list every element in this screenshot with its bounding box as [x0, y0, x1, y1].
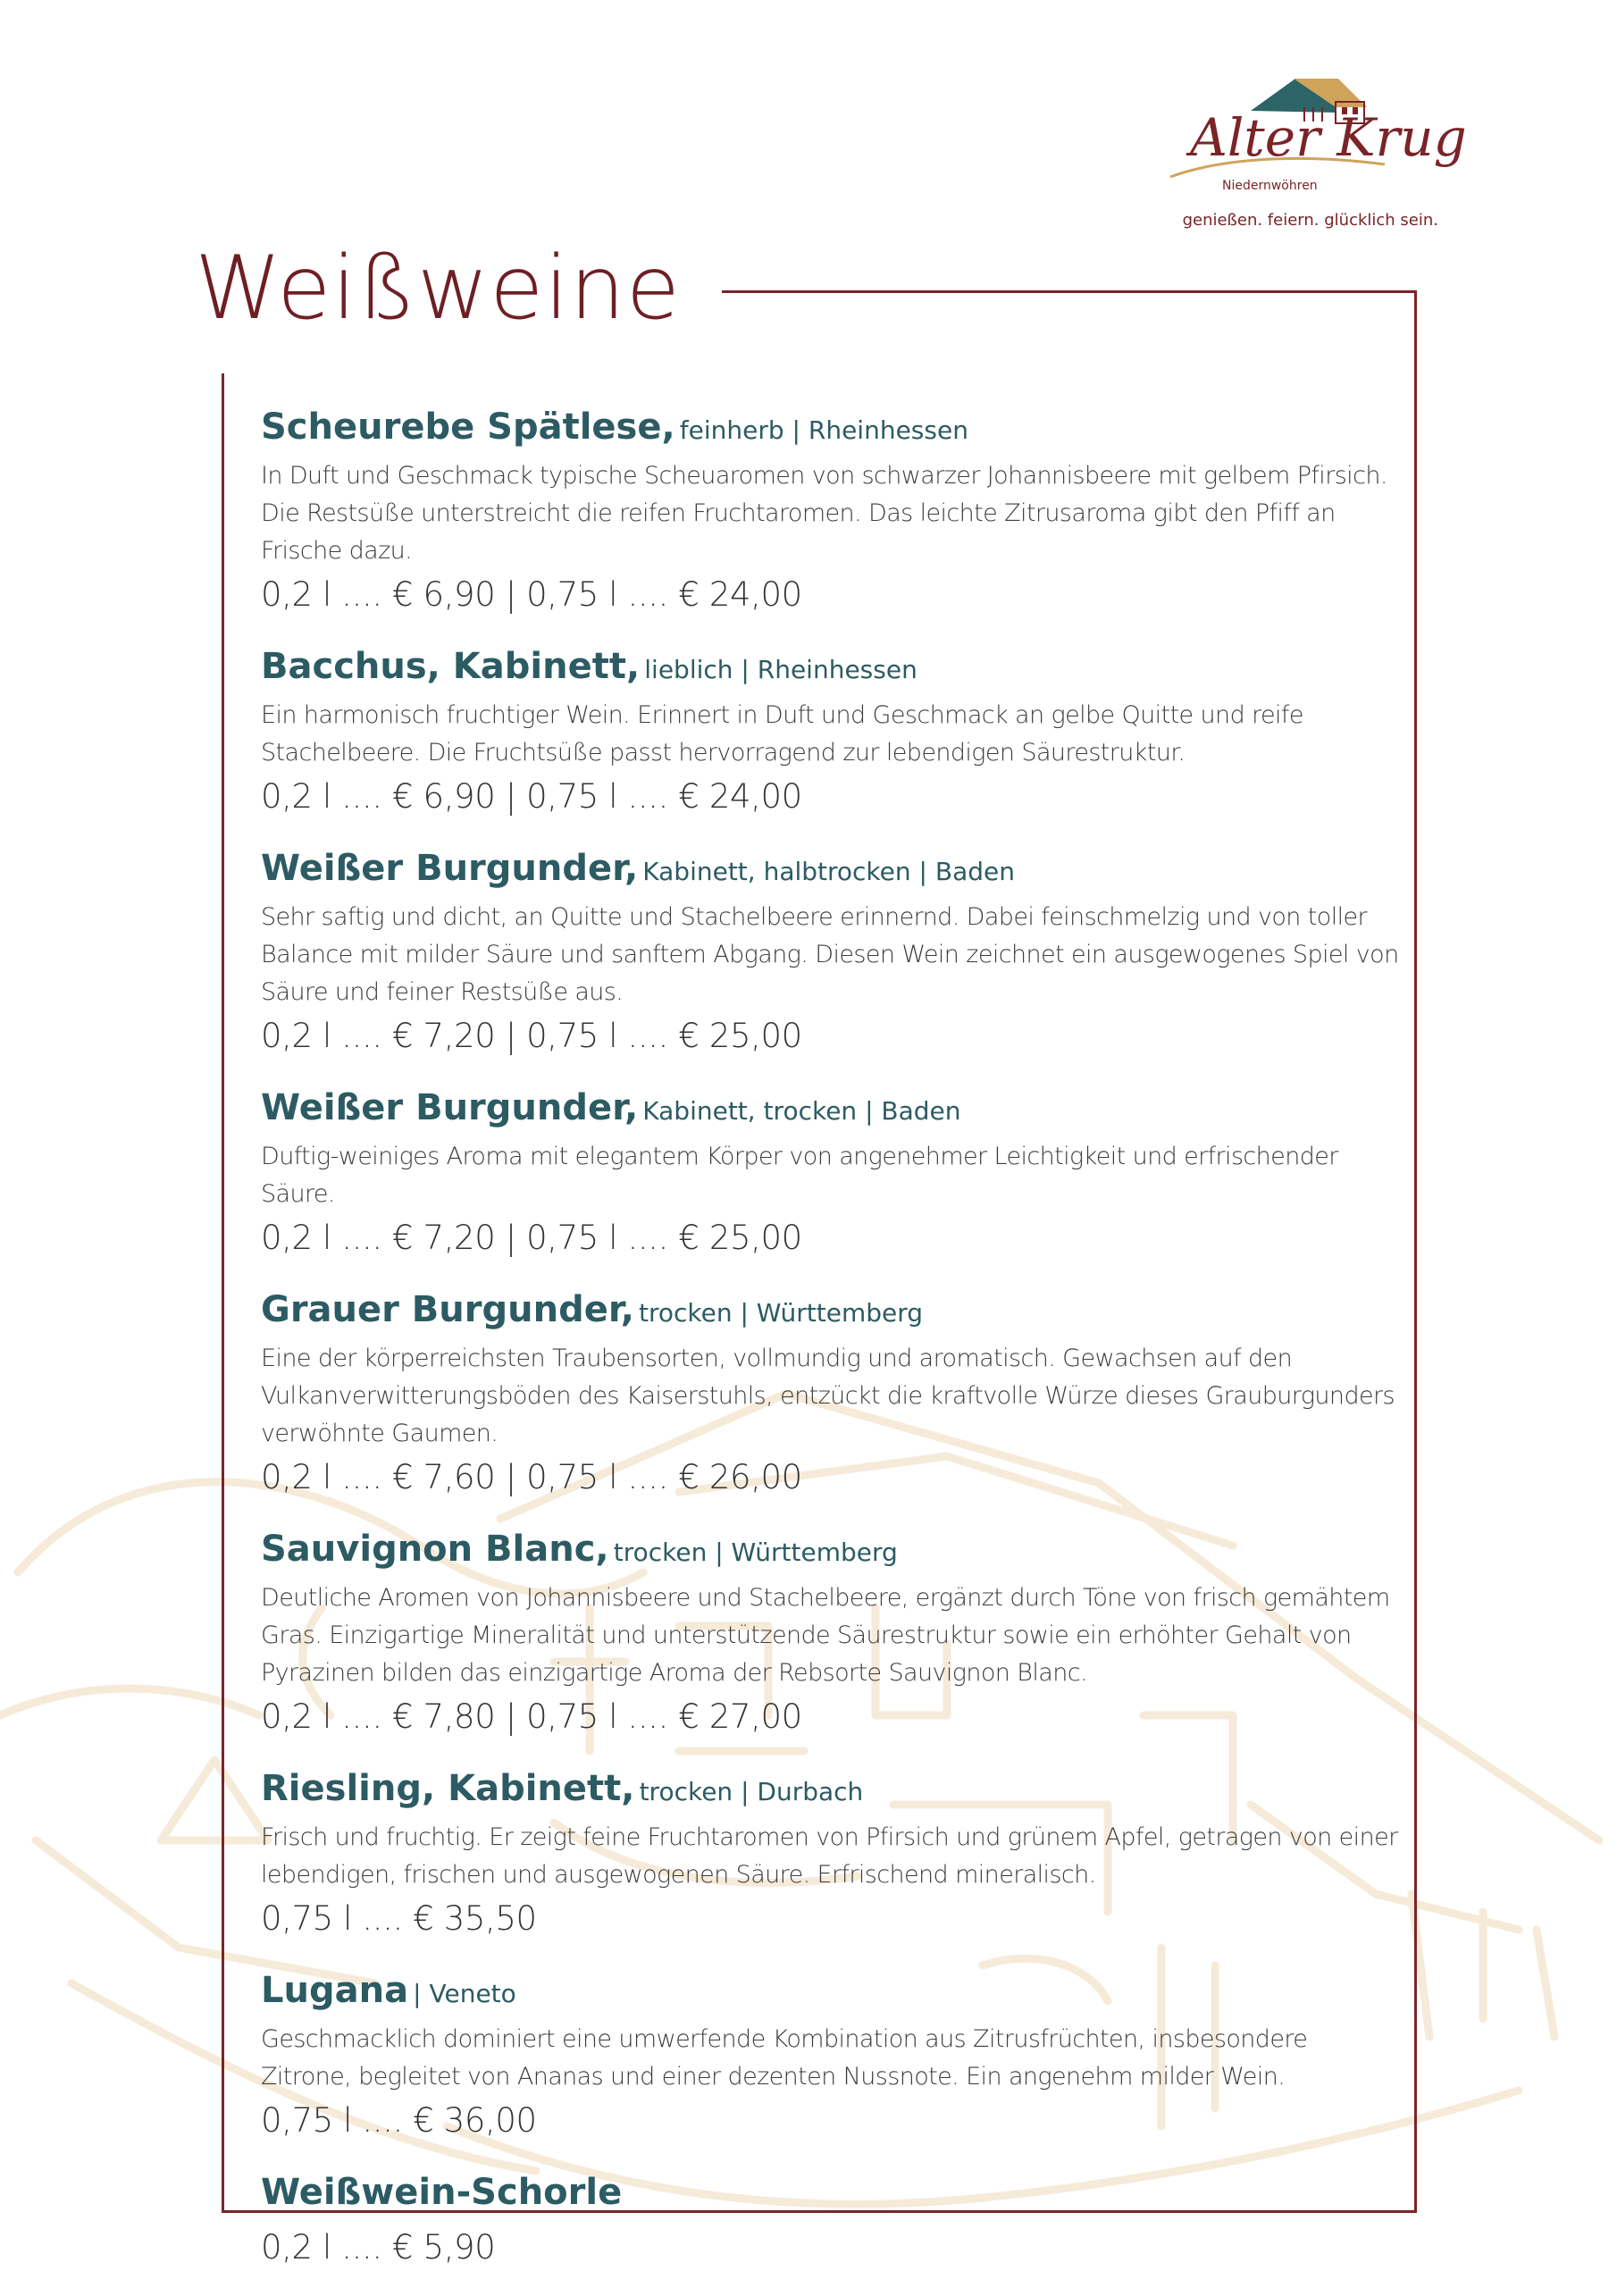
wine-meta: Kabinett, halbtrocken | Baden — [642, 857, 1015, 886]
wine-name: Sauvignon Blanc, — [261, 1529, 609, 1570]
wine-price: 0,2 l .... € 7,20 | 0,75 l .... € 25,00 — [261, 1219, 802, 1257]
wine-price: 0,75 l .... € 36,00 — [261, 2101, 537, 2140]
wine-description: In Duft und Geschmack typische Scheuaromen von schwarzer Johannisbeere mit gelbem Pfirsich. Die Restsüße unterstreicht die reifen Fruchtaromen. Das leichte Zitrusaroma gibt den Pfiff an Frische dazu. — [261, 462, 1387, 565]
alter-krug-logo — [1152, 71, 1467, 241]
wine-price: 0,2 l .... € 5,90 — [261, 2228, 496, 2267]
wine-heading — [261, 1967, 1404, 2021]
logo-mark — [1152, 71, 1467, 205]
frame-right-line — [1414, 290, 1417, 2213]
wine-item — [261, 1765, 1404, 1944]
wine-meta: trocken | Württemberg — [638, 1298, 924, 1328]
wine-heading — [261, 1526, 1404, 1580]
wine-heading — [261, 1286, 1404, 1340]
wine-name: Weißwein-Schorle — [261, 2172, 623, 2213]
wine-meta: lieblich | Rheinhessen — [644, 655, 917, 684]
wine-price: 0,2 l .... € 7,20 | 0,75 l .... € 25,00 — [261, 1017, 802, 1055]
wine-item — [261, 643, 1404, 822]
wine-meta: trocken | Durbach — [639, 1777, 864, 1806]
wine-name: Bacchus, Kabinett, — [261, 646, 641, 687]
wine-description: Ein harmonisch fruchtiger Wein. Erinnert in Duft und Geschmack an gelbe Quitte und reife Stachelbeere. Die Fruchtsüße passt hervorragend zur lebendigen Säurestruktur. — [261, 701, 1303, 767]
wine-meta: feinherb | Rheinhessen — [679, 415, 968, 445]
wine-item — [261, 845, 1404, 1061]
wine-description: Geschmacklich dominiert eine umwerfende Kombination aus Zitrusfrüchten, insbesondere Zitrone, begleitet von Ananas und einer dezenten Nussnote. Ein angenehm milder Wein. — [261, 2025, 1308, 2091]
frame-top-line — [722, 290, 1417, 293]
wine-list — [261, 404, 1404, 2296]
wine-description: Duftig-weiniges Aroma mit elegantem Körper von angenehmer Leichtigkeit und erfrischender Säure. — [261, 1143, 1338, 1208]
wine-price: 0,2 l .... € 6,90 | 0,75 l .... € 24,00 — [261, 777, 802, 816]
wine-price: 0,2 l .... € 7,60 | 0,75 l .... € 26,00 — [261, 1458, 802, 1496]
wine-item — [261, 2169, 1404, 2273]
wine-meta: trocken | Württemberg — [613, 1538, 898, 1567]
page-title: Weißweine — [195, 238, 682, 339]
wine-heading — [261, 1765, 1404, 1819]
wine-description: Frisch und fruchtig. Er zeigt feine Fruchtaromen von Pfirsich und grünem Apfel, getragen von einer lebendigen, frischen und ausgewogenen Säure. Erfrischend mineralisch. — [261, 1823, 1398, 1889]
wine-meta: Kabinett, trocken | Baden — [642, 1096, 961, 1126]
wine-item — [261, 1286, 1404, 1503]
wine-name: Lugana — [261, 1970, 409, 2011]
logo-tagline: genießen. feiern. glücklich sein. — [1182, 211, 1438, 230]
logo-place-text: Niedernwöhren — [1222, 179, 1318, 193]
wine-heading — [261, 404, 1404, 457]
wine-item — [261, 1526, 1404, 1742]
wine-heading — [261, 643, 1404, 697]
wine-heading — [261, 1085, 1404, 1138]
wine-name: Weißer Burgunder, — [261, 1087, 639, 1128]
wine-description: Sehr saftig und dicht, an Quitte und Stachelbeere erinnernd. Dabei feinschmelzig und von toller Balance mit milder Säure und sanftem Abgang. Diesen Wein zeichnet ein ausgewogenes Spiel von Säure und feiner Restsüße aus. — [261, 903, 1399, 1006]
wine-item — [261, 1967, 1404, 2146]
wine-price: 0,2 l .... € 7,80 | 0,75 l .... € 27,00 — [261, 1697, 802, 1736]
wine-description: Deutliche Aromen von Johannisbeere und Stachelbeere, ergänzt durch Töne von frisch gemähtem Gras. Einzigartige Mineralität und unterstützende Säurestruktur sowie ein erhöhter Gehalt von Pyrazinen bilden das einzigartige Aroma der Rebsorte Sauvignon Blanc. — [261, 1584, 1390, 1687]
wine-price: 0,75 l .... € 35,50 — [261, 1899, 537, 1938]
wine-item — [261, 1085, 1404, 1263]
wine-item — [261, 404, 1404, 620]
wine-name: Weißer Burgunder, — [261, 848, 639, 889]
frame-left-line — [222, 373, 224, 2213]
wine-heading — [261, 845, 1404, 899]
wine-price: 0,2 l .... € 6,90 | 0,75 l .... € 24,00 — [261, 575, 802, 614]
wine-name: Riesling, Kabinett, — [261, 1768, 635, 1809]
wine-name: Scheurebe Spätlese, — [261, 406, 675, 448]
logo-brand-text: Alter Krug — [1190, 107, 1467, 168]
wine-description: Eine der körperreichsten Traubensorten, vollmundig und aromatisch. Gewachsen auf den Vulkanverwitterungsböden des Kaiserstuhls, entzückt die kraftvolle Würze dieses Grauburgunders verwöhnte Gaumen. — [261, 1345, 1395, 1447]
wine-name: Grauer Burgunder, — [261, 1289, 634, 1330]
wine-heading — [261, 2169, 1404, 2223]
wine-meta: | Veneto — [413, 1979, 516, 2008]
